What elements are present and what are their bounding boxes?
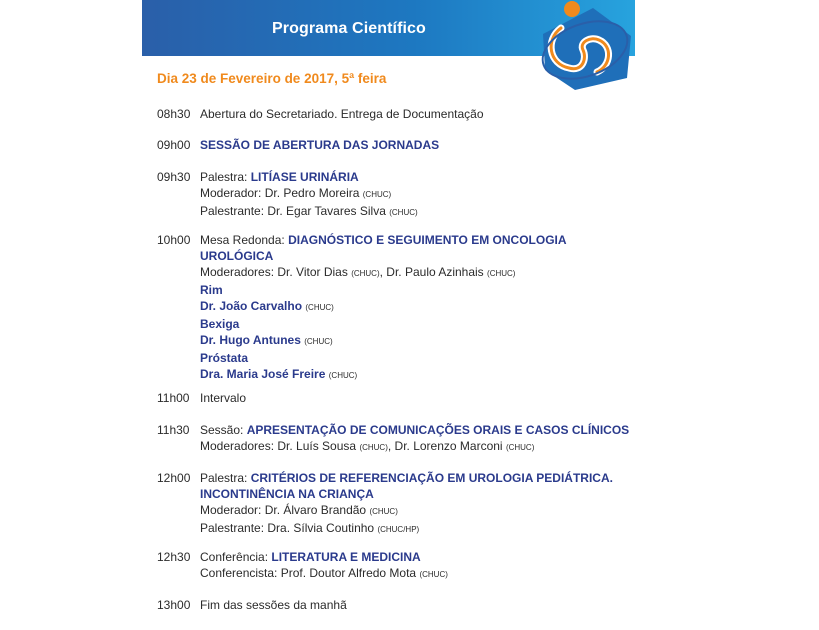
affiliation: (CHUC): [362, 190, 392, 199]
affiliation: (CHUC): [351, 269, 380, 278]
affiliation: (CHUC): [328, 371, 358, 380]
item-text: Intervalo: [200, 391, 247, 405]
session-type: Palestra:: [200, 170, 251, 184]
time-label: 11h30: [157, 423, 190, 437]
session-title-cont: UROLÓGICA: [200, 249, 274, 263]
affiliation: (CHUC): [389, 208, 418, 217]
moderator: Moderador: Dr. Pedro Moreira: [200, 186, 360, 200]
affiliation: (CHUC/HP): [377, 525, 420, 534]
date-heading: Dia 23 de Fevereiro de 2017, 5ª feira: [157, 71, 387, 86]
affiliation: (CHUC): [359, 443, 388, 452]
item-text: Abertura do Secretariado. Entrega de Documentação: [200, 107, 484, 121]
session-title: CRITÉRIOS DE REFERENCIAÇÃO EM UROLOGIA PEDIÁTRICA.: [250, 471, 613, 485]
session-type: Conferência:: [200, 550, 272, 564]
time-label: 09h00: [157, 138, 191, 152]
speaker: Palestrante: Dra. Sílvia Coutinho: [200, 521, 375, 535]
affiliation: (CHUC): [369, 507, 398, 516]
topic-speaker: Dra. Maria José Freire: [200, 367, 326, 381]
speaker: Palestrante: Dr. Egar Tavares Silva: [200, 204, 386, 218]
affiliation: (CHUC): [487, 269, 516, 278]
moderators: Moderadores: Dr. Luís Sousa: [200, 439, 357, 453]
affiliation: (CHUC): [419, 570, 448, 579]
session-type: Palestra:: [200, 471, 251, 485]
session-type: Mesa Redonda:: [200, 233, 289, 247]
moderator: Moderador: Dr. Álvaro Brandão: [200, 503, 367, 517]
time-label: 12h00: [157, 471, 191, 485]
session-type: Sessão:: [200, 423, 247, 437]
affiliation: (CHUC): [304, 337, 333, 346]
time-label: 08h30: [157, 107, 191, 121]
moderators: , Dr. Lorenzo Marconi: [387, 439, 503, 453]
time-label: 13h00: [157, 598, 191, 612]
session-title: LITÍASE URINÁRIA: [250, 170, 359, 184]
time-label: 10h00: [157, 233, 191, 247]
affiliation: (CHUC): [305, 303, 334, 312]
session-title-cont: INCONTINÊNCIA NA CRIANÇA: [200, 487, 374, 501]
topic-name: Rim: [200, 283, 223, 297]
event-logo: [535, 0, 635, 92]
item-text: Fim das sessões da manhã: [200, 598, 347, 612]
affiliation: (CHUC): [505, 443, 535, 452]
topic-speaker: Dr. João Carvalho: [200, 299, 303, 313]
topic-name: Próstata: [200, 351, 249, 365]
session-title: SESSÃO DE ABERTURA DAS JORNADAS: [200, 138, 440, 152]
topic-speaker: Dr. Hugo Antunes: [200, 333, 301, 347]
page-title: Programa Científico: [272, 20, 426, 37]
session-title: APRESENTAÇÃO DE COMUNICAÇÕES ORAIS E CASOS CLÍNICOS: [246, 423, 630, 437]
moderators: , Dr. Paulo Azinhais: [379, 265, 484, 279]
session-title: DIAGNÓSTICO E SEGUIMENTO EM ONCOLOGIA: [288, 233, 567, 247]
speaker: Conferencista: Prof. Doutor Alfredo Mota: [200, 566, 417, 580]
topic-name: Bexiga: [200, 317, 240, 331]
time-label: 12h30: [157, 550, 191, 564]
time-label: 11h00: [157, 391, 190, 405]
moderators: Moderadores: Dr. Vitor Dias: [200, 265, 348, 279]
session-title: LITERATURA E MEDICINA: [271, 550, 421, 564]
time-label: 09h30: [157, 170, 191, 184]
